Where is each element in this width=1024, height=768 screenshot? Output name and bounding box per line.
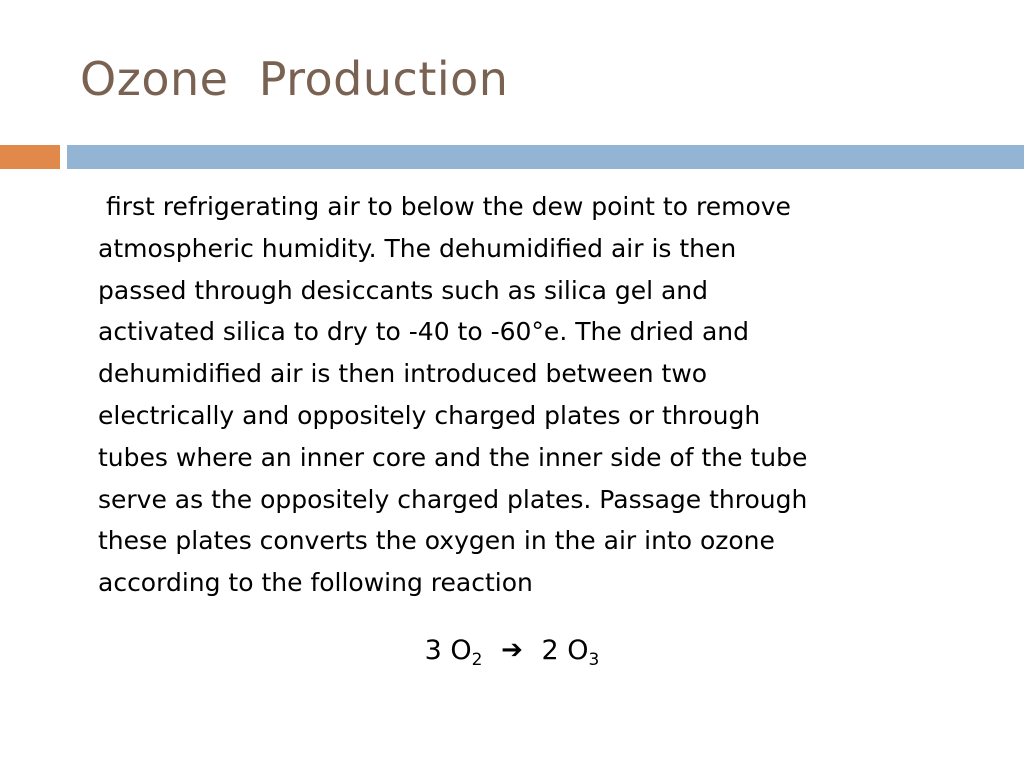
equation-reactant-subscript: 2 [471,650,483,670]
equation-product: 2 O [541,635,589,666]
title-rule-main [67,145,1024,169]
body-line: atmospheric humidity. The dehumidified air is then [98,233,737,263]
right-arrow-icon: ➔ [501,635,523,665]
title-rule-accent [0,145,60,169]
equation-reactant: 3 O [424,635,472,666]
body-line: according to the following reaction [98,568,533,598]
body-line: passed through desiccants such as silica gel and [98,275,709,305]
body-line: first refrigerating air to below the dew point to remove [106,192,791,221]
body-line: tubes where an inner core and the inner side of the tube [98,442,808,472]
slide-title: Ozone Production [80,52,509,106]
body-line: serve as the oppositely charged plates. Passage through [98,484,808,514]
reaction-equation [0,635,1024,670]
body-line: electrically and oppositely charged plates or through [98,400,761,430]
equation-product-subscript: 3 [588,650,600,670]
body-line: these plates converts the oxygen in the air into ozone [98,526,775,556]
body-line: dehumidified air is then introduced between two [98,359,708,389]
body-line: activated silica to dry to -40 to -60°e. The dried and [98,317,749,347]
body-paragraph [98,186,978,604]
